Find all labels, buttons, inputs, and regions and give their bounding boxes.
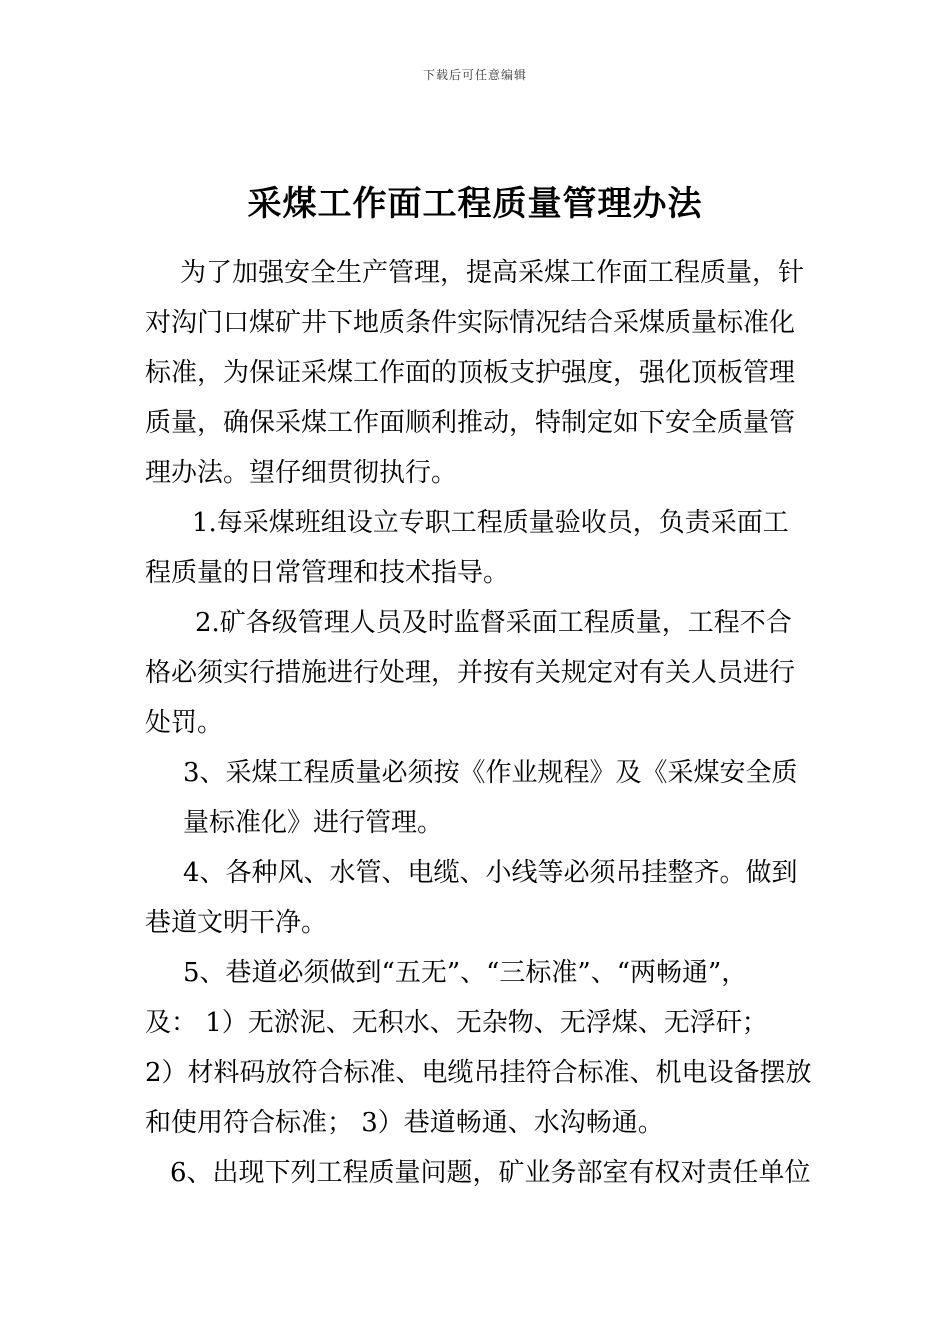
- body-line: 5、巷道必须做到“五无”、“三标准”、“两畅通”，: [183, 958, 748, 988]
- body-line: 和使用符合标准； 3）巷道畅通、水沟畅通。: [145, 1108, 664, 1138]
- body-line: 6、出现下列工程质量问题，矿业务部室有权对责任单位: [170, 1158, 811, 1188]
- body-line: 程质量的日常管理和技术指导。: [145, 558, 510, 588]
- body-line: 理办法。望仔细贯彻执行。: [145, 458, 458, 488]
- body-line: 为了加强安全生产管理，提高采煤工作面工程质量，针: [180, 258, 805, 288]
- body-line: 2）材料码放符合标准、电缆吊挂符合标准、机电设备摆放: [145, 1058, 812, 1088]
- header-note: 下载后可任意编辑: [422, 68, 527, 82]
- body-line: 及： 1）无淤泥、无积水、无杂物、无浮煤、无浮矸；: [145, 1008, 768, 1038]
- body-line: 量标准化》进行管理。: [183, 808, 444, 838]
- body-line: 标准，为保证采煤工作面的顶板支护强度，强化顶板管理: [145, 358, 796, 388]
- document-title: 采煤工作面工程质量管理办法: [247, 184, 703, 224]
- body-line: 质量，确保采煤工作面顺利推动，特制定如下安全质量管: [145, 408, 796, 438]
- body-line: 巷道文明干净。: [145, 908, 328, 938]
- body-line: 4、各种风、水管、电缆、小线等必须吊挂整齐。做到: [183, 858, 798, 888]
- body-line: 3、采煤工程质量必须按《作业规程》及《采煤安全质: [183, 758, 798, 788]
- body-line: 格必须实行措施进行处理，并按有关规定对有关人员进行: [145, 658, 796, 688]
- body-line: 对沟门口煤矿井下地质条件实际情况结合采煤质量标准化: [145, 308, 796, 338]
- body-line: 处罚。: [145, 708, 224, 738]
- body-line: 1.每采煤班组设立专职工程质量验收员，负责采面工: [192, 508, 789, 538]
- body-line: 2.矿各级管理人员及时监督采面工程质量，工程不合: [195, 608, 792, 638]
